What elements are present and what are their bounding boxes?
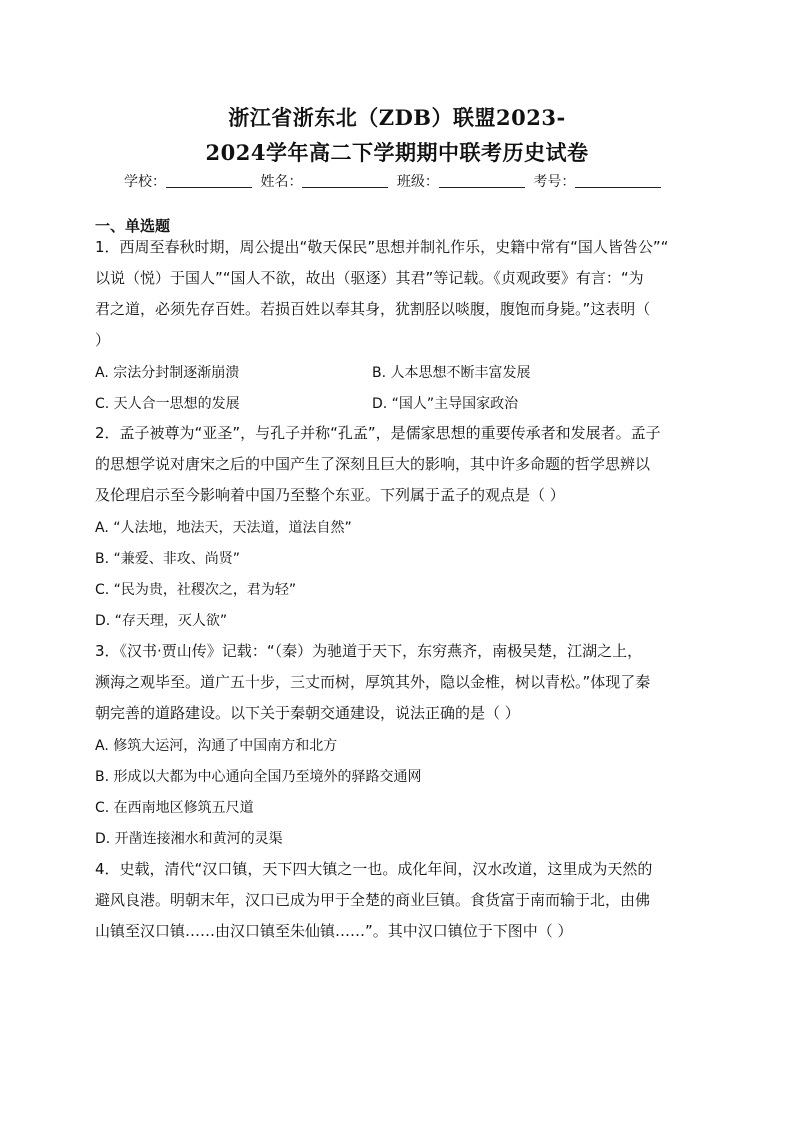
exam-title-line-1: 浙江省浙东北（ZDB）联盟2023- <box>228 105 566 130</box>
q1-option-c[interactable]: C. 天人合一思想的发展 <box>95 396 240 412</box>
q2-option-b[interactable]: B. “兼爱、非攻、尚贤” <box>95 551 241 567</box>
q1-option-a[interactable]: A. 宗法分封制逐渐崩溃 <box>95 365 240 381</box>
question-line: ） <box>95 331 111 349</box>
q3-option-a[interactable]: A. 修筑大运河，沟通了中国南方和北方 <box>95 738 338 754</box>
q3-option-b[interactable]: B. 形成以大都为中心通向全国乃至境外的驿路交通网 <box>95 769 422 785</box>
question-line: 1．西周至春秋时期，周公提出“敬天保民”思想并制礼作乐，史籍中常有“国人皆咎公”“ <box>95 238 669 256</box>
question-3-stem <box>95 636 703 729</box>
question-4-stem <box>95 854 703 947</box>
q2-option-a[interactable]: A. “人法地，地法天，天法道，道法自然” <box>95 520 352 536</box>
school-blank[interactable] <box>166 173 252 188</box>
exam-number-blank[interactable] <box>575 173 661 188</box>
class-label: 班级： <box>396 174 439 190</box>
class-blank[interactable] <box>439 173 525 188</box>
question-line: 朝完善的道路建设。以下关于秦朝交通建设，说法正确的是（ ） <box>95 704 520 722</box>
name-blank[interactable] <box>302 173 388 188</box>
question-line: 3．《汉书·贾山传》记载：“（秦）为驰道于天下，东穷燕齐，南极吴楚，江湖之上， <box>95 642 643 660</box>
question-line: 及伦理启示至今影响着中国乃至整个东亚。下列属于孟子的观点是（ ） <box>95 486 565 504</box>
question-line: 4．史载，清代“汉口镇，天下四大镇之一也。成化年间，汉水改道，这里成为天然的 <box>95 860 653 878</box>
q3-option-c[interactable]: C. 在西南地区修筑五尺道 <box>95 800 254 816</box>
q2-option-d[interactable]: D. “存天理，灭人欲” <box>95 613 228 629</box>
question-line: 濒海之观毕至。道广五十步，三丈而树，厚筑其外，隐以金椎，树以青松。”体现了秦 <box>95 673 651 691</box>
question-line: 避风良港。明朝末年，汉口已成为甲于全楚的商业巨镇。食货富于南而输于北，由佛 <box>95 891 651 909</box>
question-line: 以说（悦）于国人”“国人不欲，故出（驱逐）其君”等记载。《贞观政要》有言：“为 <box>95 269 644 287</box>
question-2-stem <box>95 418 703 511</box>
question-line: 的思想学说对唐宋之后的中国产生了深刻且巨大的影响，其中许多命题的哲学思辨以 <box>95 455 651 473</box>
question-line: 2．孟子被尊为“亚圣”，与孔子并称“孔孟”，是儒家思想的重要传承者和发展者。孟子 <box>95 424 661 442</box>
q1-option-b[interactable]: B. 人本思想不断丰富发展 <box>372 365 531 381</box>
question-line: 君之道，必须先存百姓。若损百姓以奉其身，犹割胫以啖腹，腹饱而身毙。”这表明（ <box>95 300 651 318</box>
exam-title-line-2: 2024学年高二下学期期中联考历史试卷 <box>205 140 589 165</box>
school-label: 学校： <box>124 174 166 190</box>
section-heading: 一、单选题 <box>95 217 171 235</box>
q3-option-d[interactable]: D. 开凿连接湘水和黄河的灵渠 <box>95 831 283 847</box>
q1-option-d[interactable]: D. “国人”主导国家政治 <box>372 396 519 412</box>
exam-number-label: 考号： <box>533 174 576 190</box>
question-1-stem <box>95 232 703 356</box>
q2-option-c[interactable]: C. “民为贵，社稷次之，君为轻” <box>95 582 297 598</box>
name-label: 姓名： <box>260 174 303 190</box>
student-info-row <box>124 171 665 191</box>
question-line: 山镇至汉口镇……由汉口镇至朱仙镇……”。其中汉口镇位于下图中（ ） <box>95 922 573 940</box>
